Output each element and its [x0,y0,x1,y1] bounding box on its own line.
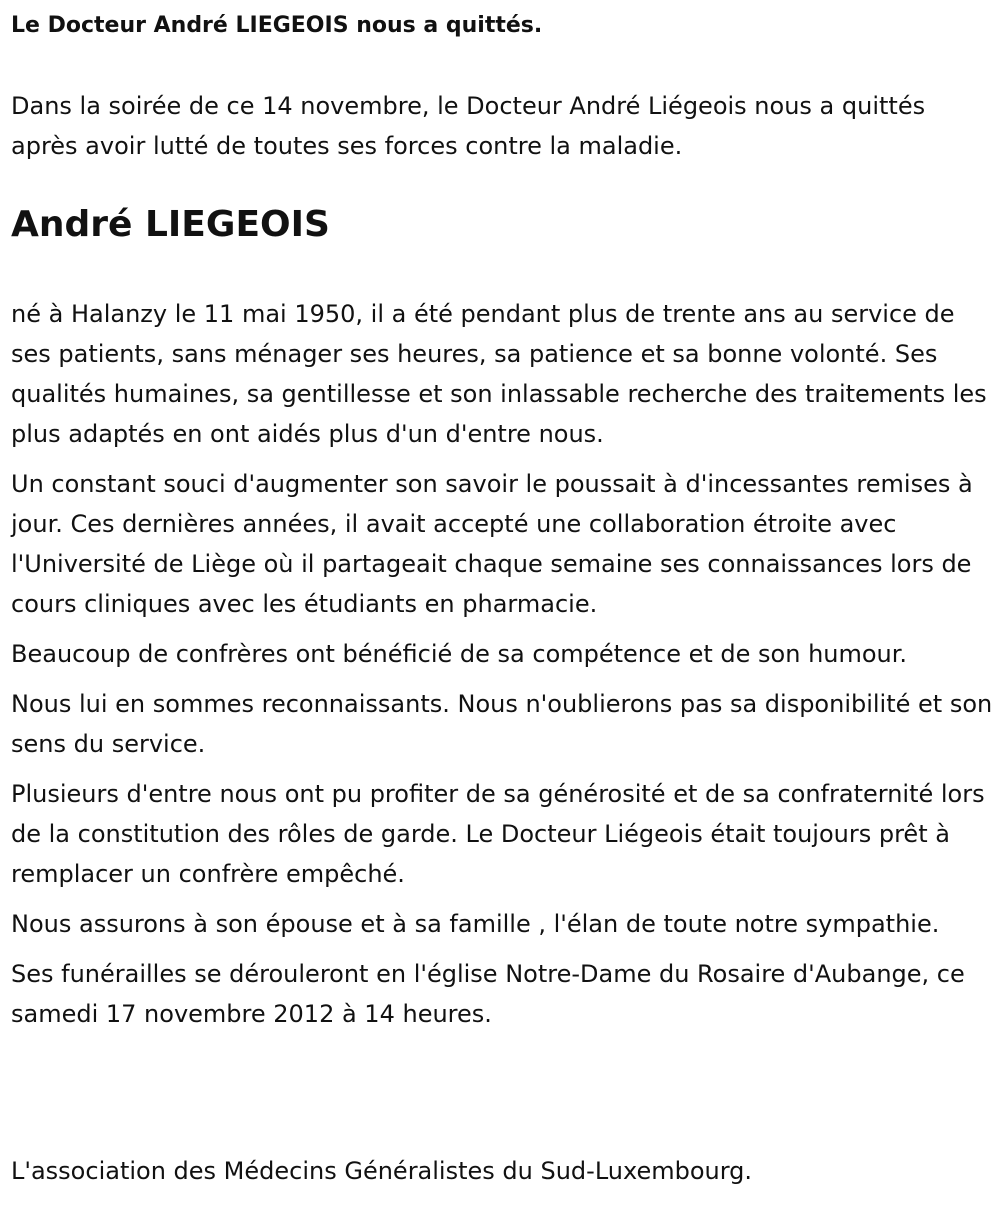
intro-paragraph: Dans la soirée de ce 14 novembre, le Docteur André Liégeois nous a quittés après avoir lutté de toutes ses forces contre la maladie. [11,92,926,160]
biography-section [11,294,995,1044]
biography-paragraph: Plusieurs d'entre nous ont pu profiter de sa générosité et de sa confraternité lors de la constitution des rôles de garde. Le Docteur Liégeois était toujours prêt à remplacer un confrère empêché. [11,780,985,888]
biography-paragraph: né à Halanzy le 11 mai 1950, il a été pendant plus de trente ans au service de ses patients, sans ménager ses heures, sa patience et sa bonne volonté. Ses qualités humaines, sa gentillesse et son inlassable recherche des traitements les plus adaptés en ont aidés plus d'un d'entre nous. [11,300,987,448]
name-heading: André LIEGEOIS [11,204,330,245]
signature: L'association des Médecins Généralistes du Sud-Luxembourg. [11,1157,753,1185]
biography-paragraph: Beaucoup de confrères ont bénéficié de sa compétence et de son humour. [11,640,908,668]
headline: Le Docteur André LIEGEOIS nous a quittés. [11,13,543,38]
biography-paragraph: Un constant souci d'augmenter son savoir le poussait à d'incessantes remises à jour. Ces dernières années, il avait accepté une collaboration étroite avec l'Université de Liège où il partageait chaque semaine ses connaissances lors de cours cliniques avec les étudiants en pharmacie. [11,470,973,618]
biography-paragraph: Nous assurons à son épouse et à sa famille , l'élan de toute notre sympathie. [11,910,940,938]
biography-paragraph: Nous lui en sommes reconnaissants. Nous n'oublierons pas sa disponibilité et son sens du service. [11,690,993,758]
funeral-paragraph: Ses funérailles se dérouleront en l'église Notre-Dame du Rosaire d'Aubange, ce samedi 17 novembre 2012 à 14 heures. [11,960,965,1028]
